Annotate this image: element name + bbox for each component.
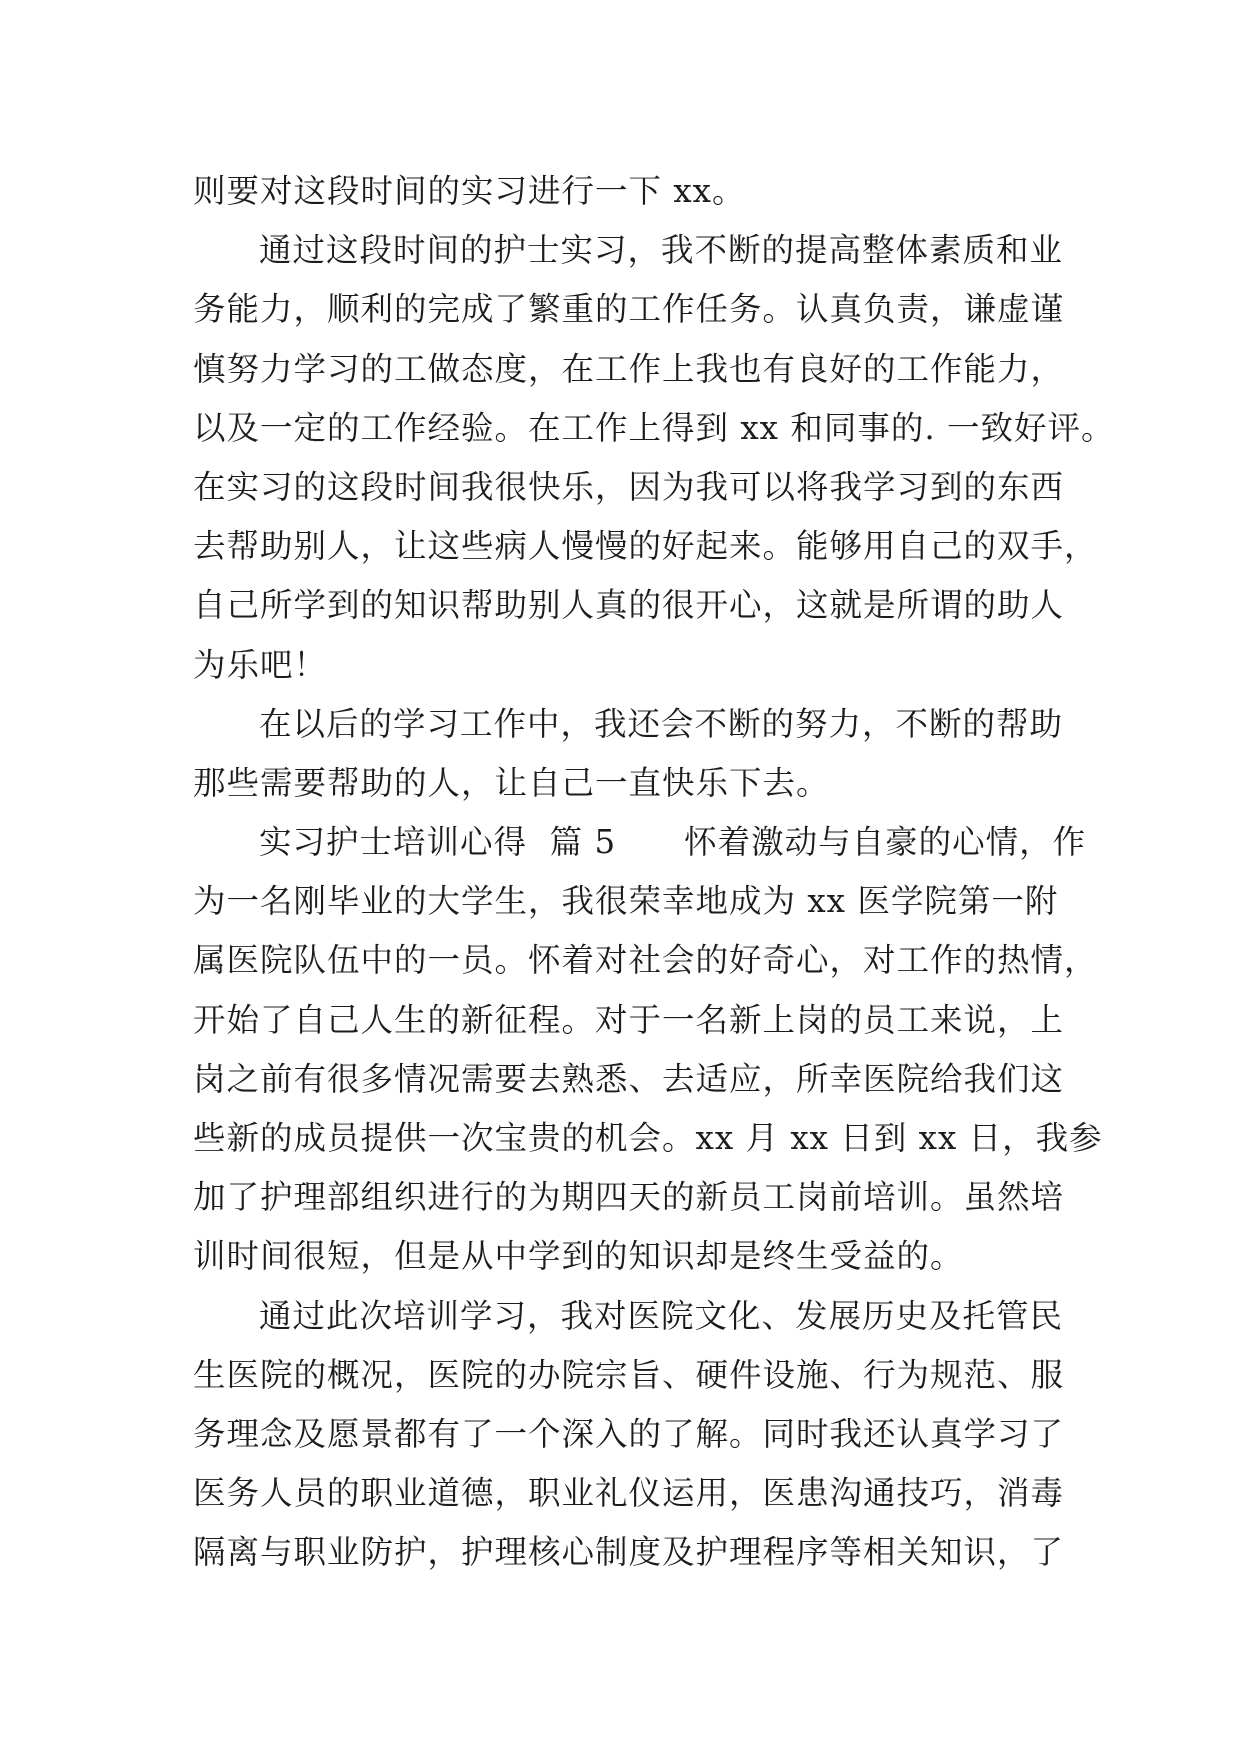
text-line: 务理念及愿景都有了一个深入的了解。同时我还认真学习了 xyxy=(193,1414,1065,1453)
text-line: 些新的成员提供一次宝贵的机会。xx 月 xx 日到 xx 日，我参 xyxy=(193,1119,1103,1157)
text-line: 务能力，顺利的完成了繁重的工作任务。认真负责，谦虚谨 xyxy=(193,290,1065,329)
text-line: 以及一定的工作经验。在工作上得到 xx 和同事的. 一致好评。 xyxy=(193,408,1115,447)
section-heading-line: 实习护士培训心得 篇 5 怀着激动与自豪的心情，作 xyxy=(259,823,1087,862)
text-line: 在实习的这段时间我很快乐，因为我可以将我学习到的东西 xyxy=(193,467,1065,506)
text-line: 属医院队伍中的一员。怀着对社会的好奇心，对工作的热情， xyxy=(193,941,1098,980)
text-line: 生医院的概况，医院的办院宗旨、硬件设施、行为规范、服 xyxy=(193,1355,1065,1394)
text-line: 开始了自己人生的新征程。对于一名新上岗的员工来说，上 xyxy=(193,1000,1065,1039)
document-body xyxy=(193,162,1115,1583)
text-line: 加了护理部组织进行的为期四天的新员工岗前培训。虽然培 xyxy=(193,1178,1065,1217)
text-line: 自己所学到的知识帮助别人真的很开心，这就是所谓的助人 xyxy=(193,586,1065,625)
text-line: 医务人员的职业道德，职业礼仪运用，医患沟通技巧，消毒 xyxy=(193,1474,1065,1513)
text-line: 通过这段时间的护士实习，我不断的提高整体素质和业 xyxy=(259,231,1064,270)
text-line: 则要对这段时间的实习进行一下 xx。 xyxy=(193,172,746,210)
text-line: 通过此次培训学习，我对医院文化、发展历史及托管民 xyxy=(259,1296,1064,1335)
text-line: 隔离与职业防护，护理核心制度及护理程序等相关知识，了 xyxy=(193,1533,1065,1572)
text-line: 去帮助别人，让这些病人慢慢的好起来。能够用自己的双手， xyxy=(193,527,1098,566)
text-line: 慎努力学习的工做态度，在工作上我也有良好的工作能力， xyxy=(193,349,1065,388)
text-line: 那些需要帮助的人，让自己一直快乐下去。 xyxy=(193,763,830,802)
text-line: 在以后的学习工作中，我还会不断的努力，不断的帮助 xyxy=(259,704,1064,743)
text-line: 训时间很短，但是从中学到的知识却是终生受益的。 xyxy=(193,1237,964,1276)
text-line: 岗之前有很多情况需要去熟悉、去适应，所幸医院给我们这 xyxy=(193,1059,1065,1098)
text-line: 为一名刚毕业的大学生，我很荣幸地成为 xx 医学院第一附 xyxy=(193,882,1059,921)
text-line: 为乐吧！ xyxy=(193,645,328,684)
